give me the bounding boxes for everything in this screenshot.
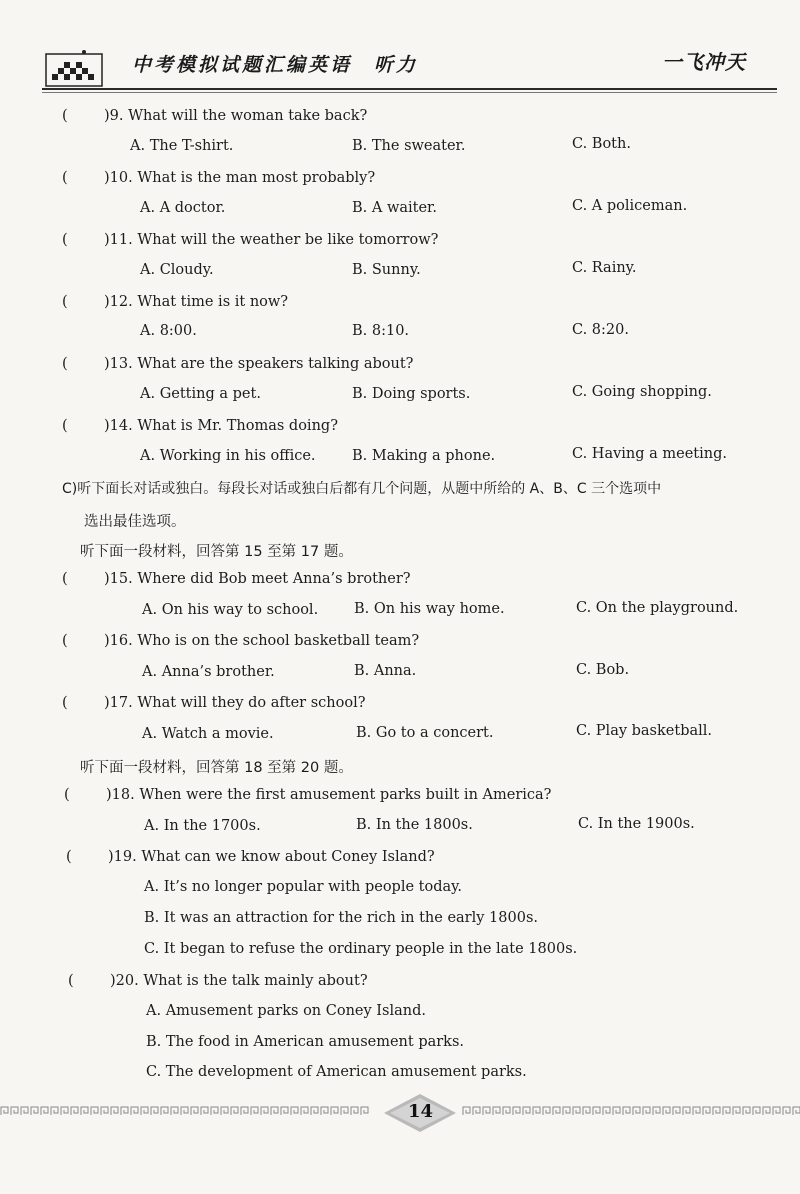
option-a: A. Anna’s brother.: [142, 664, 275, 680]
answer-paren: (: [66, 849, 72, 865]
header-divider-thin: [42, 92, 777, 93]
question-15: )15. Where did Bob meet Anna’s brother?: [104, 571, 411, 587]
answer-paren: (: [64, 787, 70, 803]
footer-pattern-left: [0, 1104, 370, 1118]
question-20: )20. What is the talk mainly about?: [110, 973, 368, 989]
question-16: )16. Who is on the school basketball team?: [104, 633, 420, 649]
answer-paren: (: [68, 973, 74, 989]
option-c: C. The development of American amusement parks.: [146, 1064, 527, 1080]
page-number: 14: [408, 1101, 434, 1122]
material-1-heading: 听下面一段材料，回答第 15 至第 17 题。: [80, 544, 353, 560]
answer-paren: (: [62, 633, 68, 649]
question-9: )9. What will the woman take back?: [104, 108, 368, 124]
material-2-heading: 听下面一段材料，回答第 18 至第 20 题。: [80, 760, 353, 776]
option-b: B. Sunny.: [352, 262, 421, 278]
option-c: C. Having a meeting.: [572, 446, 728, 462]
option-b: B. Doing sports.: [352, 386, 471, 402]
page-header: [0, 0, 800, 100]
answer-paren: (: [62, 294, 68, 310]
question-19: )19. What can we know about Coney Island?: [108, 849, 435, 865]
answer-paren: (: [62, 356, 68, 372]
answer-paren: (: [62, 418, 68, 434]
option-b: B. 8:10.: [352, 323, 410, 339]
option-c: C. It began to refuse the ordinary people in the late 1800s.: [144, 941, 578, 957]
answer-paren: (: [62, 571, 68, 587]
option-c: C. A policeman.: [572, 198, 688, 214]
option-b: B. Go to a concert.: [356, 725, 494, 741]
option-b: B. Anna.: [354, 663, 417, 679]
question-12: )12. What time is it now?: [104, 294, 289, 310]
option-a: A. Watch a movie.: [142, 726, 274, 742]
option-c: C. 8:20.: [572, 322, 629, 338]
question-11: )11. What will the weather be like tomorrow?: [104, 232, 439, 248]
answer-paren: (: [62, 695, 68, 711]
header-brand: 一飞冲天: [662, 50, 746, 74]
option-c: C. Both.: [572, 136, 631, 152]
question-10: )10. What is the man most probably?: [104, 170, 376, 186]
option-a: A. It’s no longer popular with people today.: [144, 879, 463, 895]
checkered-logo-icon: [44, 48, 104, 88]
option-b: B. The food in American amusement parks.: [146, 1034, 465, 1050]
question-13: )13. What are the speakers talking about?: [104, 356, 414, 372]
question-14: )14. What is Mr. Thomas doing?: [104, 418, 338, 434]
option-a: A. A doctor.: [140, 200, 226, 216]
question-17: )17. What will they do after school?: [104, 695, 366, 711]
option-c: C. Going shopping.: [572, 384, 712, 400]
answer-paren: (: [62, 170, 68, 186]
question-18: )18. When were the first amusement parks built in America?: [106, 787, 552, 803]
option-a: A. The T-shirt.: [130, 138, 234, 154]
option-a: A. Getting a pet.: [140, 386, 261, 402]
option-b: B. A waiter.: [352, 200, 438, 216]
option-b: B. The sweater.: [352, 138, 466, 154]
answer-paren: (: [62, 108, 68, 124]
header-title: 中考模拟试题汇编英语 听力: [132, 54, 419, 76]
option-c: C. Bob.: [576, 662, 630, 678]
option-a: A. Amusement parks on Coney Island.: [146, 1003, 426, 1019]
header-divider: [42, 88, 777, 90]
section-c-instructions: C)听下面长对话或独白。每段长对话或独白后都有几个问题，从题中所给的 A、B、C 三个选项中: [62, 481, 662, 497]
option-b: B. Making a phone.: [352, 448, 496, 464]
option-a: A. Working in his office.: [140, 448, 316, 464]
footer-pattern-right: [462, 1104, 800, 1118]
option-a: A. In the 1700s.: [144, 818, 261, 834]
option-c: C. Play basketball.: [576, 723, 713, 739]
option-b: B. It was an attraction for the rich in the early 1800s.: [144, 910, 538, 926]
option-c: C. On the playground.: [576, 600, 739, 616]
section-c-instructions-cont: 选出最佳选项。: [84, 514, 186, 530]
option-a: A. 8:00.: [140, 323, 197, 339]
option-c: C. In the 1900s.: [578, 816, 695, 832]
option-a: A. On his way to school.: [142, 602, 319, 618]
option-b: B. On his way home.: [354, 601, 505, 617]
answer-paren: (: [62, 232, 68, 248]
option-b: B. In the 1800s.: [356, 817, 473, 833]
option-a: A. Cloudy.: [140, 262, 214, 278]
option-c: C. Rainy.: [572, 260, 637, 276]
